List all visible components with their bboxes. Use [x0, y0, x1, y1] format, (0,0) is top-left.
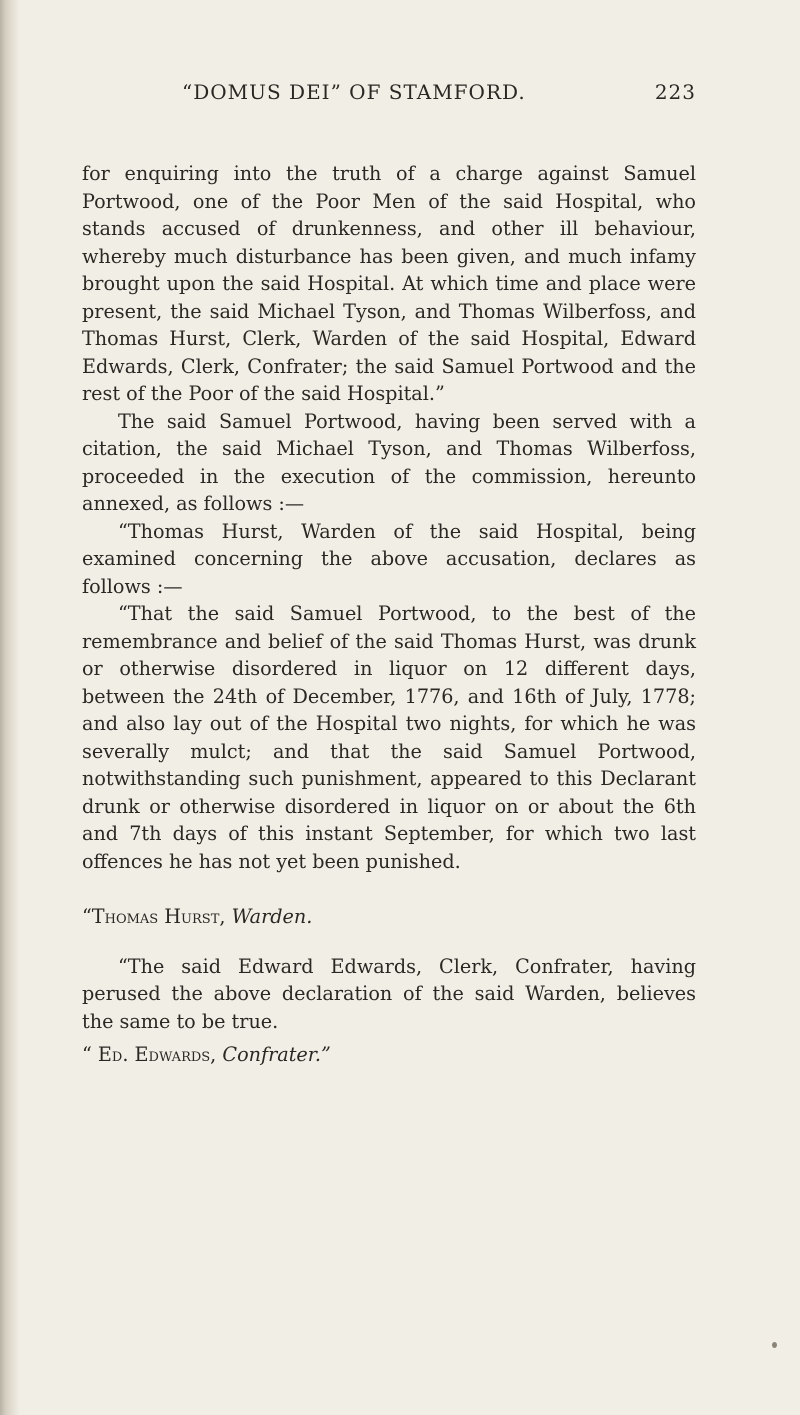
paragraph-1: for enquiring into the truth of a charge against Samuel Portwood, one of the Poor Men of the said Hospital, who stands accused of drunkenness, and other ill behaviour, whereby much disturbance has been given, and much infamy brought upon the said Hospital. At which time and place were present, the said Michael Tyson, and Thomas Wilberfoss, and Thomas Hurst, Clerk, Warden of the said Hospital, Edward Edwards, Clerk, Confrater; the said Samuel Portwood and the rest of the Poor of the said Hospital.” [82, 162, 696, 405]
paragraph-4: “That the said Samuel Portwood, to the best of the remembrance and belief of the said Thomas Hurst, was drunk or otherwise disordered in liquor on 12 different days, between the 24th of December, 1776, and 16th of July, 1778; and also lay out of the Hospital two nights, for which he was severally mulct; and that the said Samuel Portwood, notwithstanding such punishment, appeared to this Declarant drunk or otherwise disordered in liquor on or about the 6th and 7th days of this instant September, for which two last offences he has not yet been punished. [82, 602, 696, 873]
book-page [82, 80, 696, 1069]
binding-gutter [0, 0, 20, 1415]
running-head [82, 80, 696, 116]
confrater-signature-title: Confrater.” [222, 1043, 331, 1066]
paragraph-2: The said Samuel Portwood, having been served with a citation, the said Michael Tyson, and Thomas Wilberfoss, proceeded in the execution of the commission, hereunto annexed, as follows :— [82, 409, 696, 515]
running-title: “DOMUS DEI” OF STAMFORD. [182, 80, 526, 104]
paragraph-3: “Thomas Hurst, Warden of the said Hospital, being examined concerning the above accusation, declares as follows :— [82, 519, 696, 598]
confrater-signature [82, 1041, 688, 1069]
page-number: 223 [654, 80, 696, 104]
warden-signature [82, 903, 696, 931]
warden-signature-title: Warden. [231, 905, 313, 928]
body-text [82, 160, 696, 1069]
warden-signature-name: “Thomas Hurst, [82, 905, 226, 928]
paragraph-5: “The said Edward Edwards, Clerk, Confrater, having perused the above declaration of the said Warden, believes the same to be true. [82, 954, 696, 1033]
confrater-signature-name: “ Ed. Edwards, [82, 1043, 217, 1066]
ink-speck [772, 1342, 777, 1348]
